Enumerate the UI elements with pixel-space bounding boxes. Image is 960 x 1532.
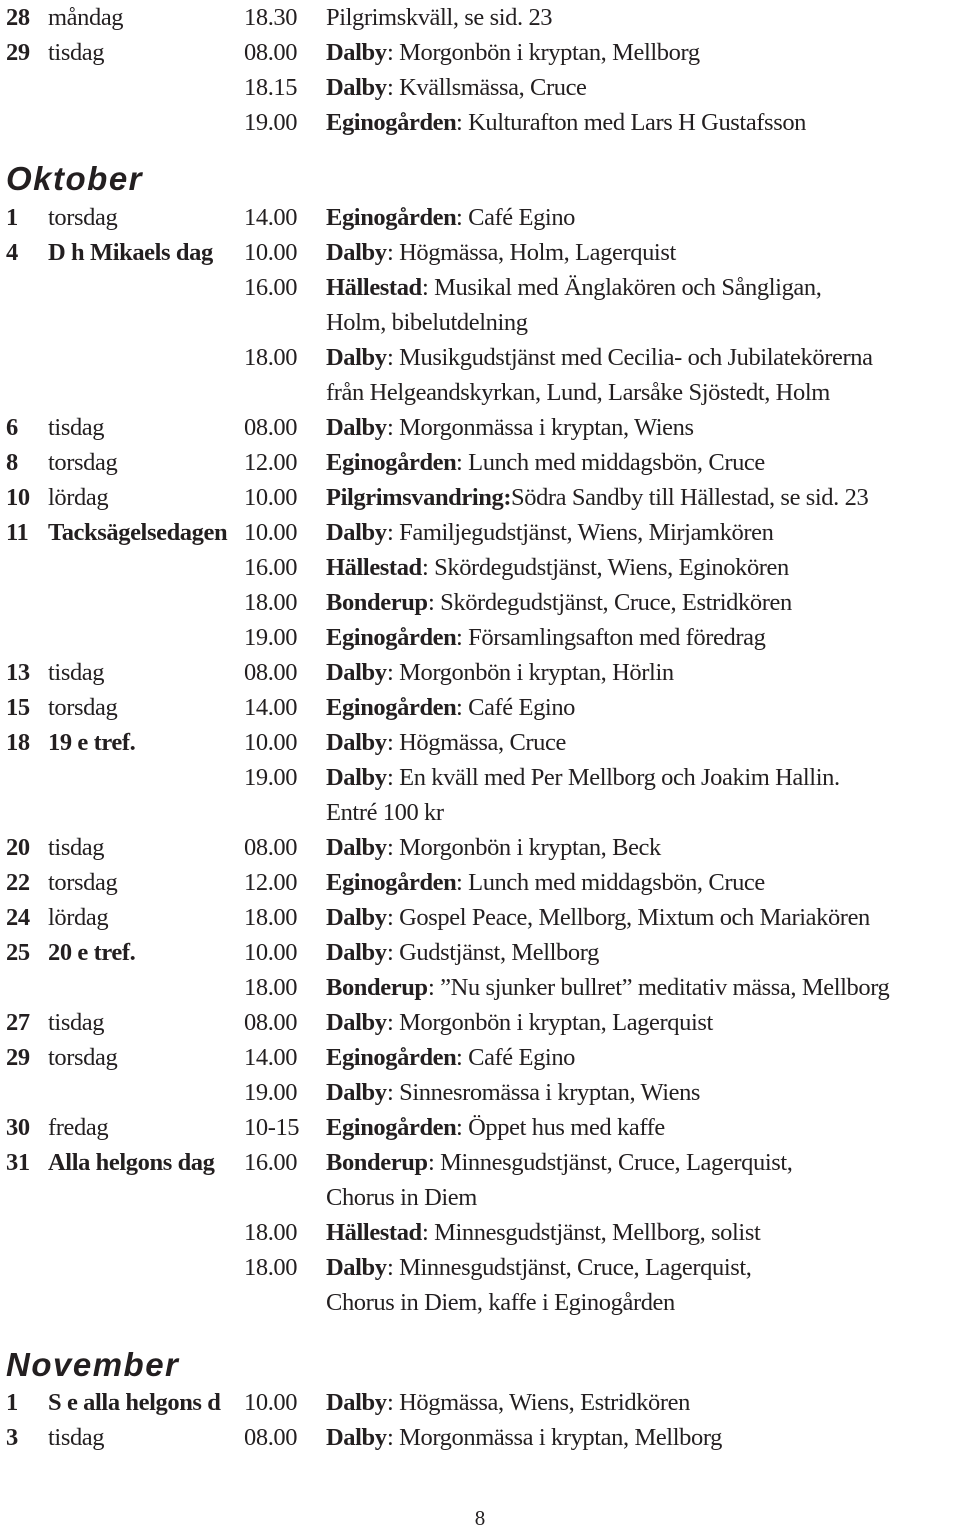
- event-description: : Familjegudstjänst, Wiens, Mirjamkören: [387, 519, 774, 546]
- event-location: Dalby: [326, 764, 387, 791]
- event-row: [0, 1075, 960, 1110]
- date-number: 6: [6, 414, 18, 441]
- event-row: [0, 550, 960, 585]
- date-number: 29: [6, 1044, 30, 1071]
- event-time: 19.00: [244, 109, 298, 136]
- event-row: [0, 1145, 960, 1180]
- event-time: 14.00: [244, 1044, 298, 1071]
- event-description: : Morgonbön i kryptan, Beck: [387, 834, 661, 861]
- event-time: 10.00: [244, 939, 298, 966]
- event-location: Dalby: [326, 74, 387, 101]
- event-time: 18.15: [244, 74, 298, 101]
- event-time: 16.00: [244, 554, 298, 581]
- event-description: : Lunch med middagsbön, Cruce: [456, 869, 765, 896]
- event-row: [0, 725, 960, 760]
- date-number: 22: [6, 869, 30, 896]
- event-location: Eginogården: [326, 869, 457, 896]
- event-row: [0, 0, 960, 35]
- date-number: 15: [6, 694, 30, 721]
- event-row: [0, 970, 960, 1005]
- event-location: Pilgrimsvandring:: [326, 484, 512, 511]
- event-description: : Morgonbön i kryptan, Lagerquist: [387, 1009, 713, 1036]
- event-row: [0, 35, 960, 70]
- event-description: : ”Nu sjunker bullret” meditativ mässa, Mellborg: [428, 974, 890, 1001]
- event-row: [0, 305, 960, 340]
- event-description: : Kulturafton med Lars H Gustafsson: [456, 109, 807, 136]
- event-time: 19.00: [244, 1079, 298, 1106]
- event-description: : Gudstjänst, Mellborg: [387, 939, 599, 966]
- event-description: : Kvällsmässa, Cruce: [387, 74, 587, 101]
- event-time: 12.00: [244, 869, 298, 896]
- date-number: 4: [6, 239, 18, 266]
- event-location: Eginogården: [326, 1114, 457, 1141]
- event-description: från Helgeandskyrkan, Lund, Larsåke Sjöstedt, Holm: [326, 379, 830, 406]
- event-description: Södra Sandby till Hällestad, se sid. 23: [511, 484, 869, 511]
- event-row: [0, 760, 960, 795]
- event-row: [0, 1385, 960, 1420]
- event-time: 08.00: [244, 834, 298, 861]
- event-row: [0, 270, 960, 305]
- event-location: Dalby: [326, 344, 387, 371]
- event-description: : Morgonmässa i kryptan, Mellborg: [387, 1424, 722, 1451]
- event-row: [0, 200, 960, 235]
- event-time: 18.00: [244, 904, 298, 931]
- weekday-label: torsdag: [48, 869, 118, 896]
- event-row: [0, 830, 960, 865]
- date-number: 31: [6, 1149, 30, 1176]
- event-description: Holm, bibelutdelning: [326, 309, 528, 336]
- event-row: [0, 865, 960, 900]
- event-row: [0, 375, 960, 410]
- weekday-label: tisdag: [48, 834, 105, 861]
- event-row: [0, 340, 960, 375]
- weekday-label: måndag: [48, 4, 124, 31]
- weekday-label: tisdag: [48, 39, 105, 66]
- date-number: 24: [6, 904, 30, 931]
- weekday-label: torsdag: [48, 1044, 118, 1071]
- event-description: : Församlingsafton med föredrag: [456, 624, 766, 651]
- event-description: : Minnesgudstjänst, Cruce, Lagerquist,: [428, 1149, 793, 1176]
- event-location: Dalby: [326, 729, 387, 756]
- event-row: [0, 585, 960, 620]
- event-description: : Café Egino: [456, 204, 576, 231]
- event-row: [0, 1040, 960, 1075]
- event-time: 10.00: [244, 484, 298, 511]
- weekday-label: S e alla helgons d: [48, 1389, 221, 1416]
- event-time: 19.00: [244, 764, 298, 791]
- event-description: : Café Egino: [456, 1044, 576, 1071]
- event-row: [0, 620, 960, 655]
- event-time: 18.00: [244, 589, 298, 616]
- weekday-label: lördag: [48, 904, 109, 931]
- event-row: [0, 1005, 960, 1040]
- date-number: 1: [6, 1389, 18, 1416]
- event-location: Eginogården: [326, 624, 457, 651]
- event-description: : Musikgudstjänst med Cecilia- och Jubilatekörerna: [387, 344, 873, 371]
- event-location: Dalby: [326, 1009, 387, 1036]
- event-time: 18.00: [244, 974, 298, 1001]
- event-description: Pilgrimskväll, se sid. 23: [326, 4, 553, 31]
- event-description: : Musikal med Änglakören och Sångligan,: [422, 274, 822, 301]
- date-number: 10: [6, 484, 30, 511]
- event-row: [0, 1250, 960, 1285]
- event-location: Eginogården: [326, 694, 457, 721]
- event-row: [0, 935, 960, 970]
- event-location: Dalby: [326, 519, 387, 546]
- section-heading-november: November: [6, 1346, 180, 1383]
- event-time: 19.00: [244, 624, 298, 651]
- event-time: 16.00: [244, 1149, 298, 1176]
- event-time: 10-15: [244, 1114, 300, 1141]
- date-number: 25: [6, 939, 30, 966]
- event-location: Dalby: [326, 39, 387, 66]
- event-row: [0, 515, 960, 550]
- date-number: 1: [6, 204, 18, 231]
- event-time: 08.00: [244, 1424, 298, 1451]
- event-description: Chorus in Diem, kaffe i Eginogården: [326, 1289, 675, 1316]
- event-location: Eginogården: [326, 1044, 457, 1071]
- event-description: : Sinnesromässa i kryptan, Wiens: [387, 1079, 701, 1106]
- event-row: [0, 690, 960, 725]
- event-description: : Morgonbön i kryptan, Hörlin: [387, 659, 674, 686]
- event-time: 10.00: [244, 1389, 298, 1416]
- event-row: [0, 900, 960, 935]
- weekday-label: torsdag: [48, 694, 118, 721]
- event-time: 08.00: [244, 39, 298, 66]
- date-number: 13: [6, 659, 30, 686]
- event-time: 10.00: [244, 729, 298, 756]
- event-location: Bonderup: [326, 1149, 428, 1176]
- event-row: [0, 1420, 960, 1455]
- event-description: : Lunch med middagsbön, Cruce: [456, 449, 765, 476]
- date-number: 28: [6, 4, 30, 31]
- event-time: 08.00: [244, 1009, 298, 1036]
- event-description: : Minnesgudstjänst, Mellborg, solist: [422, 1219, 761, 1246]
- event-description: Chorus in Diem: [326, 1184, 477, 1211]
- date-number: 27: [6, 1009, 30, 1036]
- event-description: Entré 100 kr: [326, 799, 444, 826]
- date-number: 8: [6, 449, 18, 476]
- event-location: Hällestad: [326, 274, 422, 301]
- event-time: 12.00: [244, 449, 298, 476]
- event-time: 18.00: [244, 1254, 298, 1281]
- event-location: Hällestad: [326, 1219, 422, 1246]
- event-time: 08.00: [244, 659, 298, 686]
- event-time: 18.00: [244, 1219, 298, 1246]
- event-time: 16.00: [244, 274, 298, 301]
- event-row: [0, 1285, 960, 1320]
- event-row: [0, 235, 960, 270]
- page-number: 8: [474, 1506, 486, 1530]
- event-description: : Minnesgudstjänst, Cruce, Lagerquist,: [387, 1254, 752, 1281]
- date-number: 3: [6, 1424, 18, 1451]
- date-number: 30: [6, 1114, 30, 1141]
- event-location: Dalby: [326, 1389, 387, 1416]
- section-heading-oktober: Oktober: [6, 160, 144, 197]
- event-row: [0, 410, 960, 445]
- event-row: [0, 445, 960, 480]
- date-number: 29: [6, 39, 30, 66]
- weekday-label: torsdag: [48, 204, 118, 231]
- weekday-label: 19 e tref.: [48, 729, 136, 756]
- weekday-label: fredag: [48, 1114, 109, 1141]
- event-time: 10.00: [244, 519, 298, 546]
- weekday-label: Alla helgons dag: [48, 1149, 215, 1176]
- event-description: : Högmässa, Cruce: [387, 729, 566, 756]
- event-row: [0, 1110, 960, 1145]
- weekday-label: tisdag: [48, 414, 105, 441]
- weekday-label: lördag: [48, 484, 109, 511]
- event-location: Dalby: [326, 834, 387, 861]
- event-row: [0, 795, 960, 830]
- event-location: Dalby: [326, 1424, 387, 1451]
- weekday-label: Tacksägelsedagen: [48, 519, 228, 546]
- event-location: Dalby: [326, 904, 387, 931]
- event-time: 14.00: [244, 694, 298, 721]
- date-number: 18: [6, 729, 30, 756]
- event-row: [0, 70, 960, 105]
- event-location: Dalby: [326, 414, 387, 441]
- date-number: 11: [6, 519, 29, 546]
- event-row: [0, 480, 960, 515]
- event-description: : Skördegudstjänst, Cruce, Estridkören: [428, 589, 792, 616]
- event-time: 18.30: [244, 4, 298, 31]
- event-row: [0, 655, 960, 690]
- event-description: : Gospel Peace, Mellborg, Mixtum och Mariakören: [387, 904, 870, 931]
- weekday-label: tisdag: [48, 1424, 105, 1451]
- weekday-label: tisdag: [48, 659, 105, 686]
- event-description: : Café Egino: [456, 694, 576, 721]
- event-row: [0, 1180, 960, 1215]
- weekday-label: 20 e tref.: [48, 939, 136, 966]
- event-description: : Morgonmässa i kryptan, Wiens: [387, 414, 694, 441]
- event-location: Hällestad: [326, 554, 422, 581]
- event-time: 10.00: [244, 239, 298, 266]
- weekday-label: D h Mikaels dag: [48, 239, 213, 266]
- event-description: : Skördegudstjänst, Wiens, Eginokören: [422, 554, 789, 581]
- event-row: [0, 105, 960, 140]
- date-number: 20: [6, 834, 30, 861]
- event-description: : Morgonbön i kryptan, Mellborg: [387, 39, 700, 66]
- event-location: Dalby: [326, 659, 387, 686]
- event-location: Eginogården: [326, 204, 457, 231]
- event-time: 08.00: [244, 414, 298, 441]
- event-description: : En kväll med Per Mellborg och Joakim Hallin.: [387, 764, 840, 791]
- event-location: Bonderup: [326, 589, 428, 616]
- event-description: : Högmässa, Wiens, Estridkören: [387, 1389, 690, 1416]
- event-location: Bonderup: [326, 974, 428, 1001]
- event-location: Dalby: [326, 1254, 387, 1281]
- event-time: 14.00: [244, 204, 298, 231]
- weekday-label: torsdag: [48, 449, 118, 476]
- event-location: Dalby: [326, 939, 387, 966]
- event-location: Eginogården: [326, 109, 457, 136]
- event-row: [0, 1215, 960, 1250]
- event-location: Dalby: [326, 239, 387, 266]
- event-time: 18.00: [244, 344, 298, 371]
- event-description: : Öppet hus med kaffe: [456, 1114, 665, 1141]
- weekday-label: tisdag: [48, 1009, 105, 1036]
- event-location: Eginogården: [326, 449, 457, 476]
- event-location: Dalby: [326, 1079, 387, 1106]
- event-description: : Högmässa, Holm, Lagerquist: [387, 239, 676, 266]
